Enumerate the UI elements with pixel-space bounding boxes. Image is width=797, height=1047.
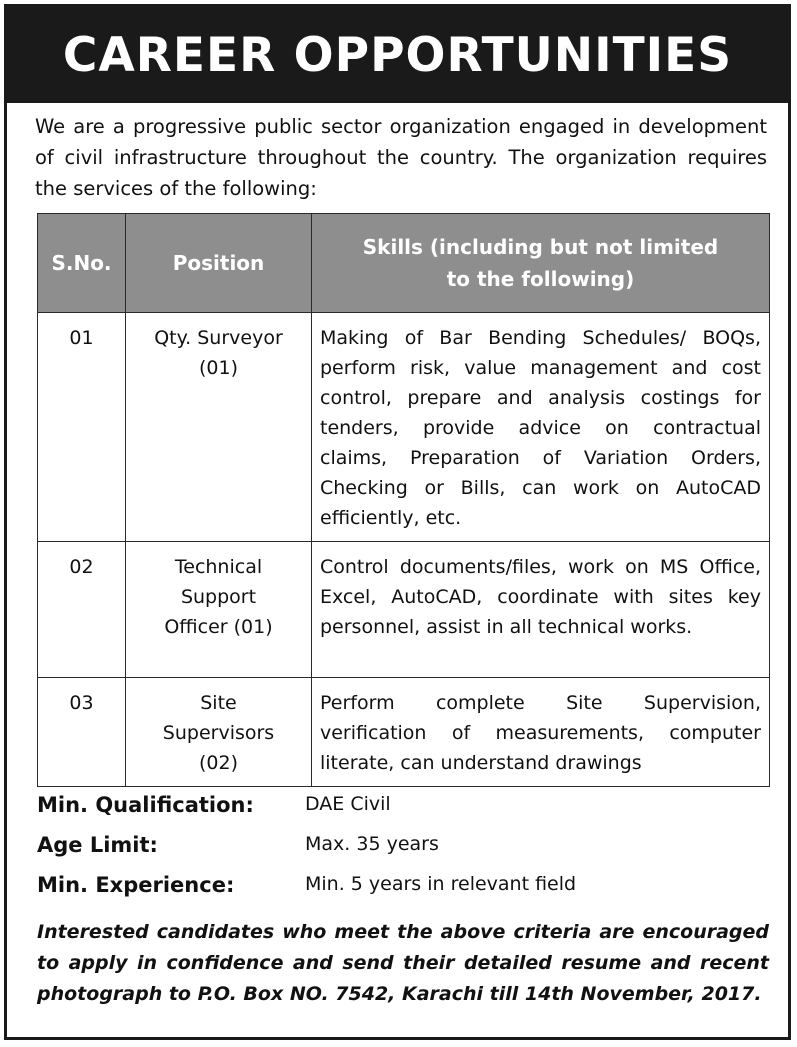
- application-instructions: Interested candidates who meet the above criteria are encouraged to apply in confidence and send their detailed resume and recent photograph to P.O. Box NO. 7542, Karachi till 14th November, 2017.: [37, 921, 769, 1005]
- experience-label: Min. Experience:: [37, 873, 235, 897]
- row-skills: Making of Bar Bending Schedules/ BOQs, perform risk, value management and cost control, prepare and analysis costings for tenders, provide advice on contractual claims, Preparation of Variation Orders, Checking or Bills, can work on AutoCAD efficiently, etc.: [312, 313, 770, 542]
- row-position: Qty. Surveyor (01): [126, 313, 312, 542]
- row-position: Site Supervisors (02): [126, 678, 312, 787]
- row-position: Technical Support Officer (01): [126, 542, 312, 678]
- header-position: Position: [126, 214, 312, 313]
- intro-paragraph: We are a progressive public sector organization engaged in development of civil infrastructure throughout the country. The organization requires the services of the following:: [35, 115, 767, 200]
- qualification-label: Min. Qualification:: [37, 793, 254, 817]
- row-skills: Control documents/files, work on MS Office, Excel, AutoCAD, coordinate with sites key personnel, assist in all technical works.: [312, 542, 770, 678]
- header-skills: Skills (including but not limited to the following): [312, 214, 770, 313]
- table-row: [38, 678, 770, 787]
- row-skills: Perform complete Site Supervision, verification of measurements, computer literate, can understand drawings: [312, 678, 770, 787]
- table-row: [38, 313, 770, 542]
- page-title: CAREER OPPORTUNITIES: [7, 7, 788, 103]
- positions-table: [37, 213, 770, 787]
- table-header-row: [38, 214, 770, 313]
- row-sno: 02: [38, 542, 126, 678]
- header-sno: S.No.: [38, 214, 126, 313]
- age-limit-label: Age Limit:: [37, 833, 158, 857]
- advertisement-frame: [4, 4, 791, 1040]
- experience-value: Min. 5 years in relevant field: [305, 873, 577, 895]
- table-row: [38, 542, 770, 678]
- row-sno: 03: [38, 678, 126, 787]
- qualification-value: DAE Civil: [305, 793, 391, 815]
- age-limit-value: Max. 35 years: [305, 833, 439, 855]
- row-sno: 01: [38, 313, 126, 542]
